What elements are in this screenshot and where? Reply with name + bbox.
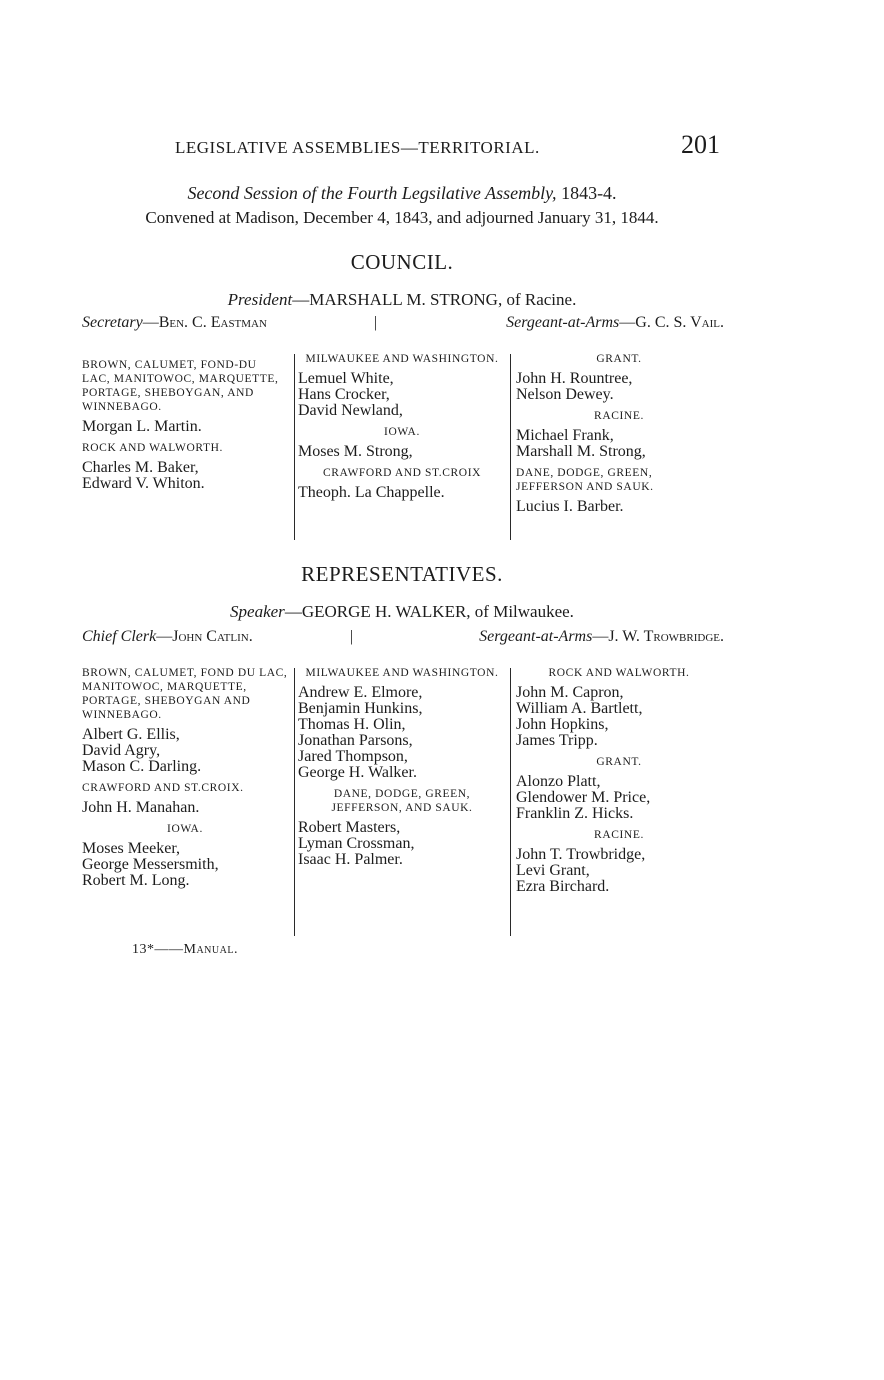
- member-name: Alonzo Platt,: [516, 773, 601, 790]
- member-name: Michael Frank,: [516, 427, 614, 444]
- representatives-column-3: [516, 666, 722, 895]
- council-column-2: [298, 352, 506, 501]
- column-rule: [510, 668, 511, 936]
- clerk-title: Chief Clerk: [82, 628, 157, 645]
- member-name: Jonathan Parsons,: [298, 732, 413, 749]
- signature-mark: 13*——Manual.: [132, 942, 238, 957]
- member-name: John T. Trowbridge,: [516, 846, 646, 863]
- member-name: Franklin Z. Hicks.: [516, 805, 634, 822]
- member-name: Ezra Birchard.: [516, 878, 610, 895]
- secretary-title: Secretary: [82, 314, 143, 331]
- member-name: Morgan L. Martin.: [82, 418, 202, 435]
- district-heading: MILWAUKEE AND WASHINGTON.: [305, 667, 499, 679]
- district-heading: CRAWFORD AND ST.CROIX.: [82, 782, 244, 794]
- member-name: Jared Thompson,: [298, 748, 408, 765]
- sergeant-name: —J. W. Trowbridge.: [592, 628, 724, 645]
- member-name: James Tripp.: [516, 732, 598, 749]
- council-heading: COUNCIL.: [350, 250, 454, 274]
- council-secretary: [82, 314, 267, 332]
- district-heading: RACINE.: [594, 829, 644, 841]
- member-name: Lyman Crossman,: [298, 835, 415, 852]
- sergeant-title: Sergeant-at-Arms: [479, 628, 593, 645]
- chief-clerk: [82, 628, 253, 646]
- convened-line: Convened at Madison, December 4, 1843, and adjourned January 31, 1844.: [145, 208, 659, 227]
- member-name: Moses Meeker,: [82, 840, 180, 857]
- member-name: John Hopkins,: [516, 716, 609, 733]
- running-head: [80, 128, 724, 164]
- council-column-3: [516, 352, 722, 515]
- member-name: Moses M. Strong,: [298, 443, 413, 460]
- member-name: Andrew E. Elmore,: [298, 684, 423, 701]
- member-name: Lucius I. Barber.: [516, 498, 624, 515]
- clerk-name: —John Catlin.: [156, 628, 253, 645]
- district-heading: ROCK AND WALWORTH.: [82, 442, 223, 454]
- session-title: [80, 183, 724, 204]
- council-president-line: [80, 290, 724, 310]
- district-heading: RACINE.: [594, 410, 644, 422]
- representatives-columns: [82, 666, 722, 938]
- speaker-line: [80, 602, 724, 622]
- representatives-sergeant: [479, 628, 724, 646]
- member-name: Levi Grant,: [516, 862, 590, 879]
- member-name: Hans Crocker,: [298, 386, 390, 403]
- member-name: William A. Bartlett,: [516, 700, 643, 717]
- member-name: Benjamin Hunkins,: [298, 700, 423, 717]
- session-years: 1843-4.: [561, 183, 617, 203]
- column-rule: [510, 354, 511, 540]
- district-heading: BROWN, CALUMET, FOND-DU LAC, MANITOWOC, MARQUETTE, PORTAGE, SHEBOYGAN, AND WINNEBAGO.: [82, 359, 279, 413]
- district-heading: MILWAUKEE AND WASHINGTON.: [305, 353, 499, 365]
- district-heading: CRAWFORD AND ST.CROIX: [322, 467, 482, 479]
- member-name: Charles M. Baker,: [82, 459, 199, 476]
- district-heading: BROWN, CALUMET, FOND DU LAC, MANITOWOC, MARQUETTE, PORTAGE, SHEBOYGAN AND WINNEBAGO.: [82, 667, 288, 721]
- district-heading: GRANT.: [596, 756, 642, 768]
- speaker-title: Speaker: [230, 602, 285, 621]
- president-title: President: [227, 290, 293, 309]
- council-columns: [82, 352, 722, 542]
- session-title-text: Second Session of the Fourth Legsilative Assembly,: [187, 183, 557, 203]
- member-name: John H. Manahan.: [82, 799, 200, 816]
- member-name: Glendower M. Price,: [516, 789, 651, 806]
- representatives-officers: [82, 628, 724, 652]
- representatives-column-1: [82, 666, 288, 889]
- running-title: LEGISLATIVE ASSEMBLIES—TERRITORIAL.: [175, 138, 540, 157]
- member-name: Robert Masters,: [298, 819, 401, 836]
- column-rule: [294, 668, 295, 936]
- representatives-column-2: [298, 666, 506, 868]
- district-heading: IOWA.: [384, 426, 420, 438]
- president-name: —MARSHALL M. STRONG, of Racine.: [292, 290, 577, 309]
- council-column-1: [82, 352, 288, 492]
- member-name: Lemuel White,: [298, 370, 394, 387]
- district-heading: DANE, DODGE, GREEN, JEFFERSON AND SAUK.: [516, 467, 654, 493]
- district-heading: ROCK AND WALWORTH.: [548, 667, 690, 679]
- member-name: Thomas H. Olin,: [298, 716, 406, 733]
- member-name: Edward V. Whiton.: [82, 475, 205, 492]
- member-name: Mason C. Darling.: [82, 758, 202, 775]
- member-name: John M. Capron,: [516, 684, 624, 701]
- district-heading: DANE, DODGE, GREEN, JEFFERSON, AND SAUK.: [331, 788, 473, 814]
- member-name: Marshall M. Strong,: [516, 443, 646, 460]
- page-number: 201: [681, 130, 720, 159]
- secretary-name: —Ben. C. Eastman: [142, 314, 267, 331]
- officer-separator: |: [350, 628, 354, 645]
- member-name: Nelson Dewey.: [516, 386, 614, 403]
- officer-separator: |: [374, 314, 378, 331]
- district-heading: GRANT.: [596, 353, 642, 365]
- member-name: Isaac H. Palmer.: [298, 851, 403, 868]
- speaker-name: —GEORGE H. WALKER, of Milwaukee.: [284, 602, 574, 621]
- member-name: Theoph. La Chappelle.: [298, 484, 445, 501]
- sergeant-title: Sergeant-at-Arms: [506, 314, 620, 331]
- member-name: George H. Walker.: [298, 764, 417, 781]
- representatives-heading: REPRESENTATIVES.: [301, 562, 503, 586]
- council-sergeant: [506, 314, 724, 332]
- sergeant-name: —G. C. S. Vail.: [619, 314, 724, 331]
- member-name: David Agry,: [82, 742, 161, 759]
- member-name: David Newland,: [298, 402, 403, 419]
- column-rule: [294, 354, 295, 540]
- member-name: Robert M. Long.: [82, 872, 190, 889]
- member-name: George Messersmith,: [82, 856, 219, 873]
- member-name: Albert G. Ellis,: [82, 726, 180, 743]
- council-officers: [82, 314, 724, 338]
- member-name: John H. Rountree,: [516, 370, 633, 387]
- district-heading: IOWA.: [167, 823, 203, 835]
